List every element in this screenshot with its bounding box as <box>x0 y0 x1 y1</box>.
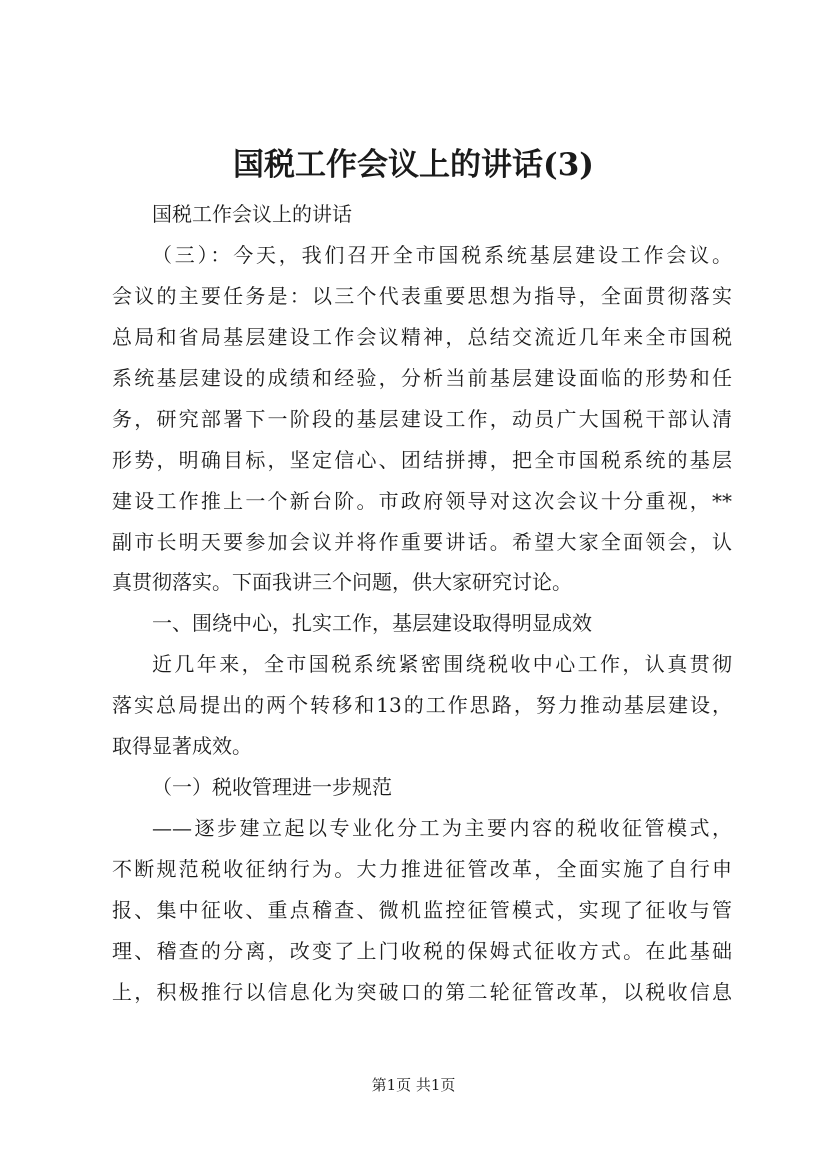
text-line-content: 报、集中征收、重点稽查、微机监控征管模式，实现了征收与管 <box>112 897 732 922</box>
text-line-content: 副市长明天要参加会议并将作重要讲话。希望大家全面领会，认 <box>112 529 732 554</box>
text-line-content: 建设工作推上一个新台阶。市政府领导对这次会议十分重视，** <box>112 488 732 513</box>
text-line-content: 真贯彻落实。下面我讲三个问题，供大家研究讨论。 <box>112 570 572 595</box>
text-line <box>112 481 732 522</box>
text-line-content: 理、稽查的分离，改变了上门收税的保姆式征收方式。在此基础 <box>112 938 732 963</box>
text-line <box>112 522 732 563</box>
text-line-content: （一）税收管理进一步规范 <box>152 775 392 800</box>
text-line <box>112 562 732 603</box>
text-line-content: 一、围绕中心，扎实工作，基层建设取得明显成效 <box>152 611 592 636</box>
text-line-content: ——逐步建立起以专业化分工为主要内容的税收征管模式， <box>152 816 732 841</box>
text-line <box>112 440 732 481</box>
text-line-content: （三）：今天，我们召开全市国税系统基层建设工作会议。 <box>152 242 732 267</box>
text-line-content: 不断规范税收征纳行为。大力推进征管改革，全面实施了自行申 <box>112 857 732 881</box>
text-line <box>112 972 732 1013</box>
text-line <box>112 890 732 931</box>
text-line-content: 形势，明确目标，坚定信心、团结拼搏，把全市国税系统的基层 <box>112 447 732 472</box>
text-line <box>112 767 732 808</box>
text-line-content: 务，研究部署下一阶段的基层建设工作，动员广大国税干部认清 <box>112 406 732 431</box>
text-line <box>112 849 732 890</box>
text-line-content: 系统基层建设的成绩和经验，分析当前基层建设面临的形势和任 <box>112 365 732 390</box>
document-body <box>112 194 732 1013</box>
text-line <box>112 358 732 399</box>
text-line <box>112 399 732 440</box>
text-line <box>112 276 732 317</box>
page-footer: 第1页 共1页 <box>371 1076 456 1094</box>
text-line-content: 会议的主要任务是：以三个代表重要思想为指导，全面贯彻落实 <box>112 283 732 308</box>
text-line <box>112 644 732 685</box>
text-line <box>112 726 732 767</box>
text-line-content: 上，积极推行以信息化为突破口的第二轮征管改革，以税收信息 <box>112 979 732 1004</box>
text-line <box>112 808 732 849</box>
text-line <box>112 603 732 644</box>
text-line-content: 取得显著成效。 <box>112 734 252 759</box>
text-line <box>112 931 732 972</box>
text-line-content: 落实总局提出的两个转移和13的工作思路，努力推动基层建设， <box>112 693 732 718</box>
text-line-content: 总局和省局基层建设工作会议精神，总结交流近几年来全市国税 <box>112 324 732 349</box>
text-line <box>112 235 732 276</box>
text-line <box>112 194 732 235</box>
text-line <box>112 317 732 358</box>
document-title: 国税工作会议上的讲话(3) <box>233 147 594 183</box>
text-line-content: 国税工作会议上的讲话 <box>152 202 352 226</box>
text-line-content: 近几年来，全市国税系统紧密围绕税收中心工作，认真贯彻 <box>152 652 732 677</box>
text-line <box>112 685 732 726</box>
